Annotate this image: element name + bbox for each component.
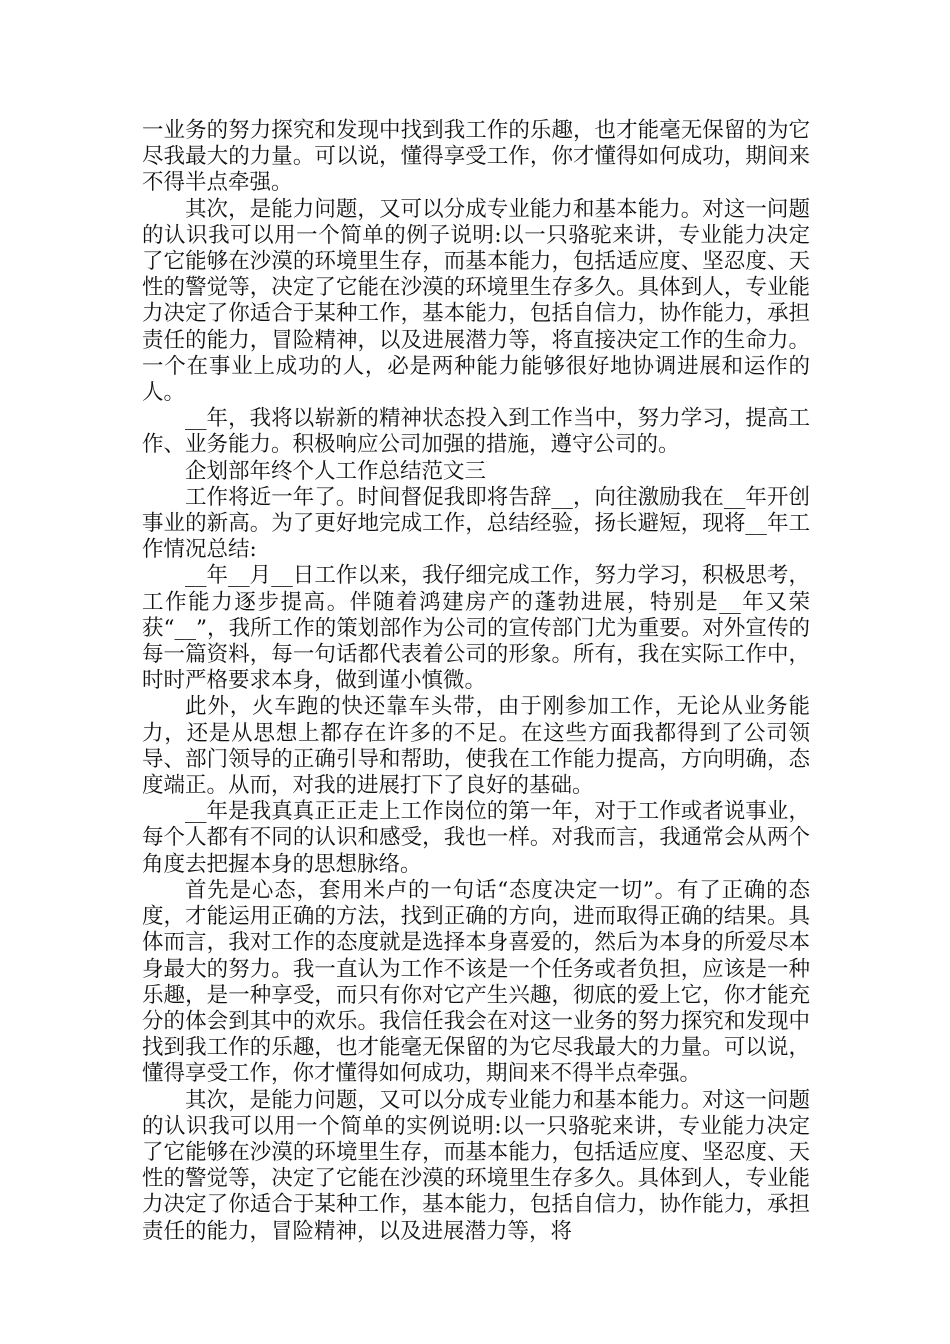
paragraph-intro: 工作将近一年了。时间督促我即将告辞__，向往激励我在__年开创事业的新高。为了更好地完成工作，总结经验，扬长避短，现将__年工作情况总结:	[142, 484, 810, 563]
paragraph-ability: 其次，是能力问题，又可以分成专业能力和基本能力。对这一问题的认识我可以用一个简单的例子说明:以一只骆驼来讲，专业能力决定了它能够在沙漠的环境里生存，而基本能力，包括适应度、坚忍度、天性的警觉等，决定了它能在沙漠的环境里生存多久。具体到人，专业能力决定了你适合于某种工作，基本能力，包括自信力，协作能力，承担责任的能力，冒险精神，以及进展潜力等，将直接决定工作的生命力。一个在事业上成功的人，必是两种能力能够很好地协调进展和运作的人。	[142, 196, 810, 406]
paragraph-attitude: 首先是心态，套用米卢的一句话“态度决定一切”。有了正确的态度，才能运用正确的方法，找到正确的方向，进而取得正确的结果。具体而言，我对工作的态度就是选择本身喜爱的，然后为本身的所爱尽本身最大的努力。我一直认为工作不该是一个任务或者负担，应该是一种乐趣，是一种享受，而只有你对它产生兴趣，彻底的爱上它，你才能充分的体会到其中的欢乐。我信任我会在对这一业务的努力探究和发现中找到我工作的乐趣，也才能毫无保留的为它尽我最大的力量。可以说，懂得享受工作，你才懂得如何成功，期间来不得半点牵强。	[142, 877, 810, 1087]
paragraph-plan: __年，我将以崭新的精神状态投入到工作当中，努力学习，提高工作、业务能力。积极响应公司加强的措施，遵守公司的。	[142, 406, 810, 458]
paragraph-guidance: 此外，火车跑的快还靠车头带，由于刚参加工作，无论从业务能力，还是从思想上都存在许多的不足。在这些方面我都得到了公司领导、部门领导的正确引导和帮助，使我在工作能力提高，方向明确，态度端正。从而，对我的进展打下了良好的基础。	[142, 694, 810, 799]
paragraph-first-year: __年是我真真正正走上工作岗位的第一年，对于工作或者说事业，每个人都有不同的认识和感受，我也一样。对我而言，我通常会从两个角度去把握本身的思想脉络。	[142, 799, 810, 877]
document-page	[142, 118, 810, 1245]
paragraph-ability-repeat: 其次，是能力问题，又可以分成专业能力和基本能力。对这一问题的认识我可以用一个简单的实例说明:以一只骆驼来讲，专业能力决定了它能够在沙漠的环境里生存，而基本能力，包括适应度、坚忍度、天性的警觉等，决定了它能在沙漠的环境里生存多久。具体到人，专业能力决定了你适合于某种工作，基本能力，包括自信力，协作能力，承担责任的能力，冒险精神，以及进展潜力等，将	[142, 1087, 810, 1244]
section-heading: 企划部年终个人工作总结范文三	[185, 458, 487, 484]
paragraph-work-start: __年__月__日工作以来，我仔细完成工作，努力学习，积极思考，工作能力逐步提高。伴随着鸿建房产的蓬勃进展，特别是__年又荣获“__”，我所工作的策划部作为公司的宣传部门尤为重要。对外宣传的每一篇资料，每一句话都代表着公司的形象。所有，我在实际工作中，时时严格要求本身，做到谨小慎微。	[142, 563, 810, 694]
paragraph-continuation: 一业务的努力探究和发现中找到我工作的乐趣，也才能毫无保留的为它尽我最大的力量。可以说，懂得享受工作，你才懂得如何成功，期间来不得半点牵强。	[142, 118, 810, 196]
